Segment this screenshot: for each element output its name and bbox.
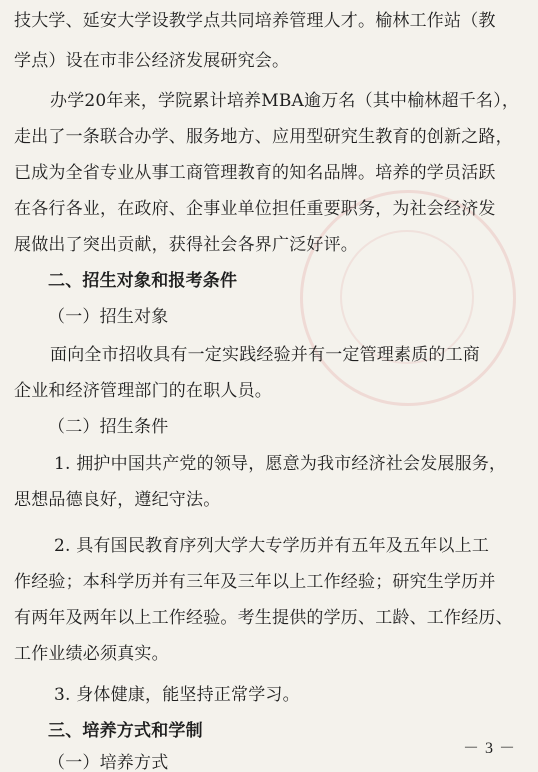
list-item-line: 思想品德良好，遵纪守法。: [14, 490, 221, 510]
list-item-line: 作经验；本科学历并有三年及三年以上工作经验；研究生学历并: [14, 572, 496, 592]
list-item-line: 3. 身体健康，能坚持正常学习。: [54, 685, 300, 705]
section-heading: 三、培养方式和学制: [48, 721, 203, 741]
paragraph-line: 面向全市招收具有一定实践经验并有一定管理素质的工商: [50, 345, 480, 365]
list-item-line: 2. 具有国民教育序列大学大专学历并有五年及五年以上工: [54, 536, 490, 556]
subsection-heading: （二）招生条件: [48, 417, 169, 437]
paragraph-line: 办学20年来，学院累计培养MBA逾万名（其中榆林超千名），: [50, 91, 520, 111]
paragraph-line: 展做出了突出贡献，获得社会各界广泛好评。: [14, 235, 358, 255]
list-item-line: 1. 拥护中国共产党的领导，愿意为我市经济社会发展服务，: [54, 454, 507, 474]
list-item-line: 有两年及两年以上工作经验。考生提供的学历、工龄、工作经历、: [14, 608, 513, 628]
paragraph-line: 企业和经济管理部门的在职人员。: [14, 381, 272, 401]
section-heading: 二、招生对象和报考条件: [48, 271, 238, 291]
list-item-line: 工作业绩必须真实。: [14, 644, 169, 664]
paragraph-line: 在各行各业，在政府、企事业单位担任重要职务，为社会经济发: [14, 199, 496, 219]
page-number: － 3 －: [462, 740, 516, 757]
subsection-heading: （一）培养方式: [48, 753, 169, 772]
paragraph-line: 走出了一条联合办学、服务地方、应用型研究生教育的创新之路，: [14, 127, 513, 147]
paragraph-line: 技大学、延安大学设教学点共同培养管理人才。榆林工作站（教: [14, 11, 496, 31]
paragraph-line: 已成为全省专业从事工商管理教育的知名品牌。培养的学员活跃: [14, 163, 496, 183]
subsection-heading: （一）招生对象: [48, 307, 169, 327]
bleed-through-stamp: [300, 190, 516, 406]
paragraph-line: 学点）设在市非公经济发展研究会。: [14, 51, 290, 71]
